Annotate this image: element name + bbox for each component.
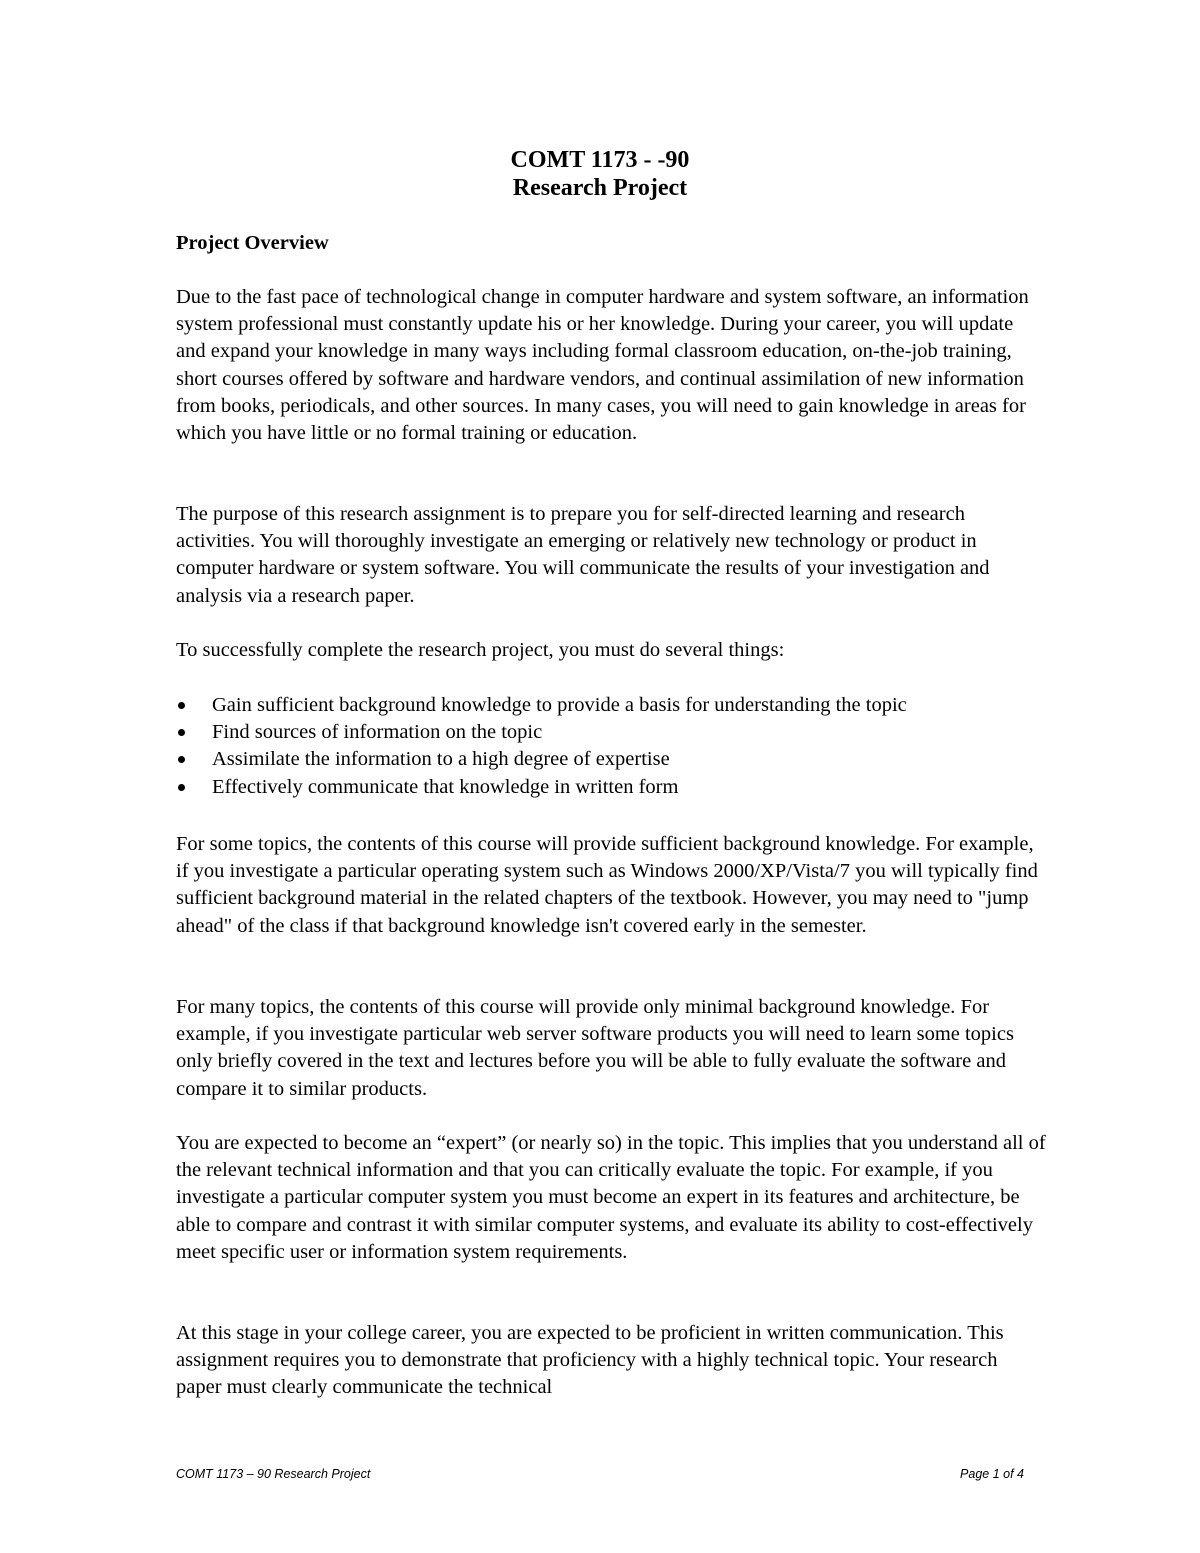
paragraph-minimal-background: For many topics, the contents of this course will provide only minimal background knowledge. For example, if you investigate particular web server software products you will need to learn some topics only briefly covered in the text and lectures before you will be able to fully evaluate the software and compare it to similar products. xyxy=(176,996,1014,1100)
paragraph-background: For some topics, the contents of this course will provide sufficient background knowledge. For example, if you investigate a particular operating system such as Windows 2000/XP/Vista/7 you will typically find sufficient background material in the related chapters of the textbook. However, you may need to "jump ahead" of the class if that background knowledge isn't covered early in the semester. xyxy=(176,833,1038,937)
list-item-text: Effectively communicate that knowledge in written form xyxy=(212,775,679,798)
bullet-icon xyxy=(178,784,185,791)
list-item xyxy=(176,774,1046,801)
list-item-text: Assimilate the information to a high degree of expertise xyxy=(212,748,670,771)
paragraph-purpose: The purpose of this research assignment is to prepare you for self-directed learning and research activities. You will thoroughly investigate an emerging or relatively new technology or product in computer hardware or system software. You will communicate the results of your investigation and analysis via a research paper. xyxy=(176,503,990,607)
list-item xyxy=(176,719,1046,746)
bullet-icon xyxy=(178,729,185,736)
list-item-text: Find sources of information on the topic xyxy=(212,721,543,744)
footer-page-number: Page 1 of 4 xyxy=(960,1467,1024,1481)
paragraph-intro: Due to the fast pace of technological change in computer hardware and system software, an information system professional must constantly update his or her knowledge. During your career, you will update and expand your knowledge in many ways including formal classroom education, on-the-job training, short courses offered by software and hardware vendors, and continual assimilation of new information from books, periodicals, and other sources. In many cases, you will need to gain knowledge in areas for which you have little or no formal training or education. xyxy=(176,286,1029,445)
document-title: COMT 1173 - -90 xyxy=(510,147,690,173)
requirements-list xyxy=(176,692,1046,801)
paragraph-requirements-intro: To successfully complete the research project, you must do several things: xyxy=(176,639,785,661)
paragraph-communication: At this stage in your college career, you are expected to be proficient in written communication. This assignment requires you to demonstrate that proficiency with a highly technical topic. Your research paper must clearly communicate the technical xyxy=(176,1322,1004,1399)
section-heading: Project Overview xyxy=(176,232,329,254)
document-subtitle: Research Project xyxy=(512,175,688,201)
footer-document-name: COMT 1173 – 90 Research Project xyxy=(176,1467,371,1481)
list-item xyxy=(176,692,1046,719)
bullet-icon xyxy=(178,756,185,763)
list-item-text: Gain sufficient background knowledge to provide a basis for understanding the topic xyxy=(212,694,907,716)
bullet-icon xyxy=(178,702,185,709)
list-item xyxy=(176,746,1046,773)
paragraph-expert: You are expected to become an “expert” (or nearly so) in the topic. This implies that you understand all of the relevant technical information and that you can critically evaluate the topic. For example, if you investigate a particular computer system you must become an expert in its features and architecture, be able to compare and contrast it with similar computer systems, and evaluate its ability to cost-effectively meet specific user or information system requirements. xyxy=(176,1132,1046,1263)
